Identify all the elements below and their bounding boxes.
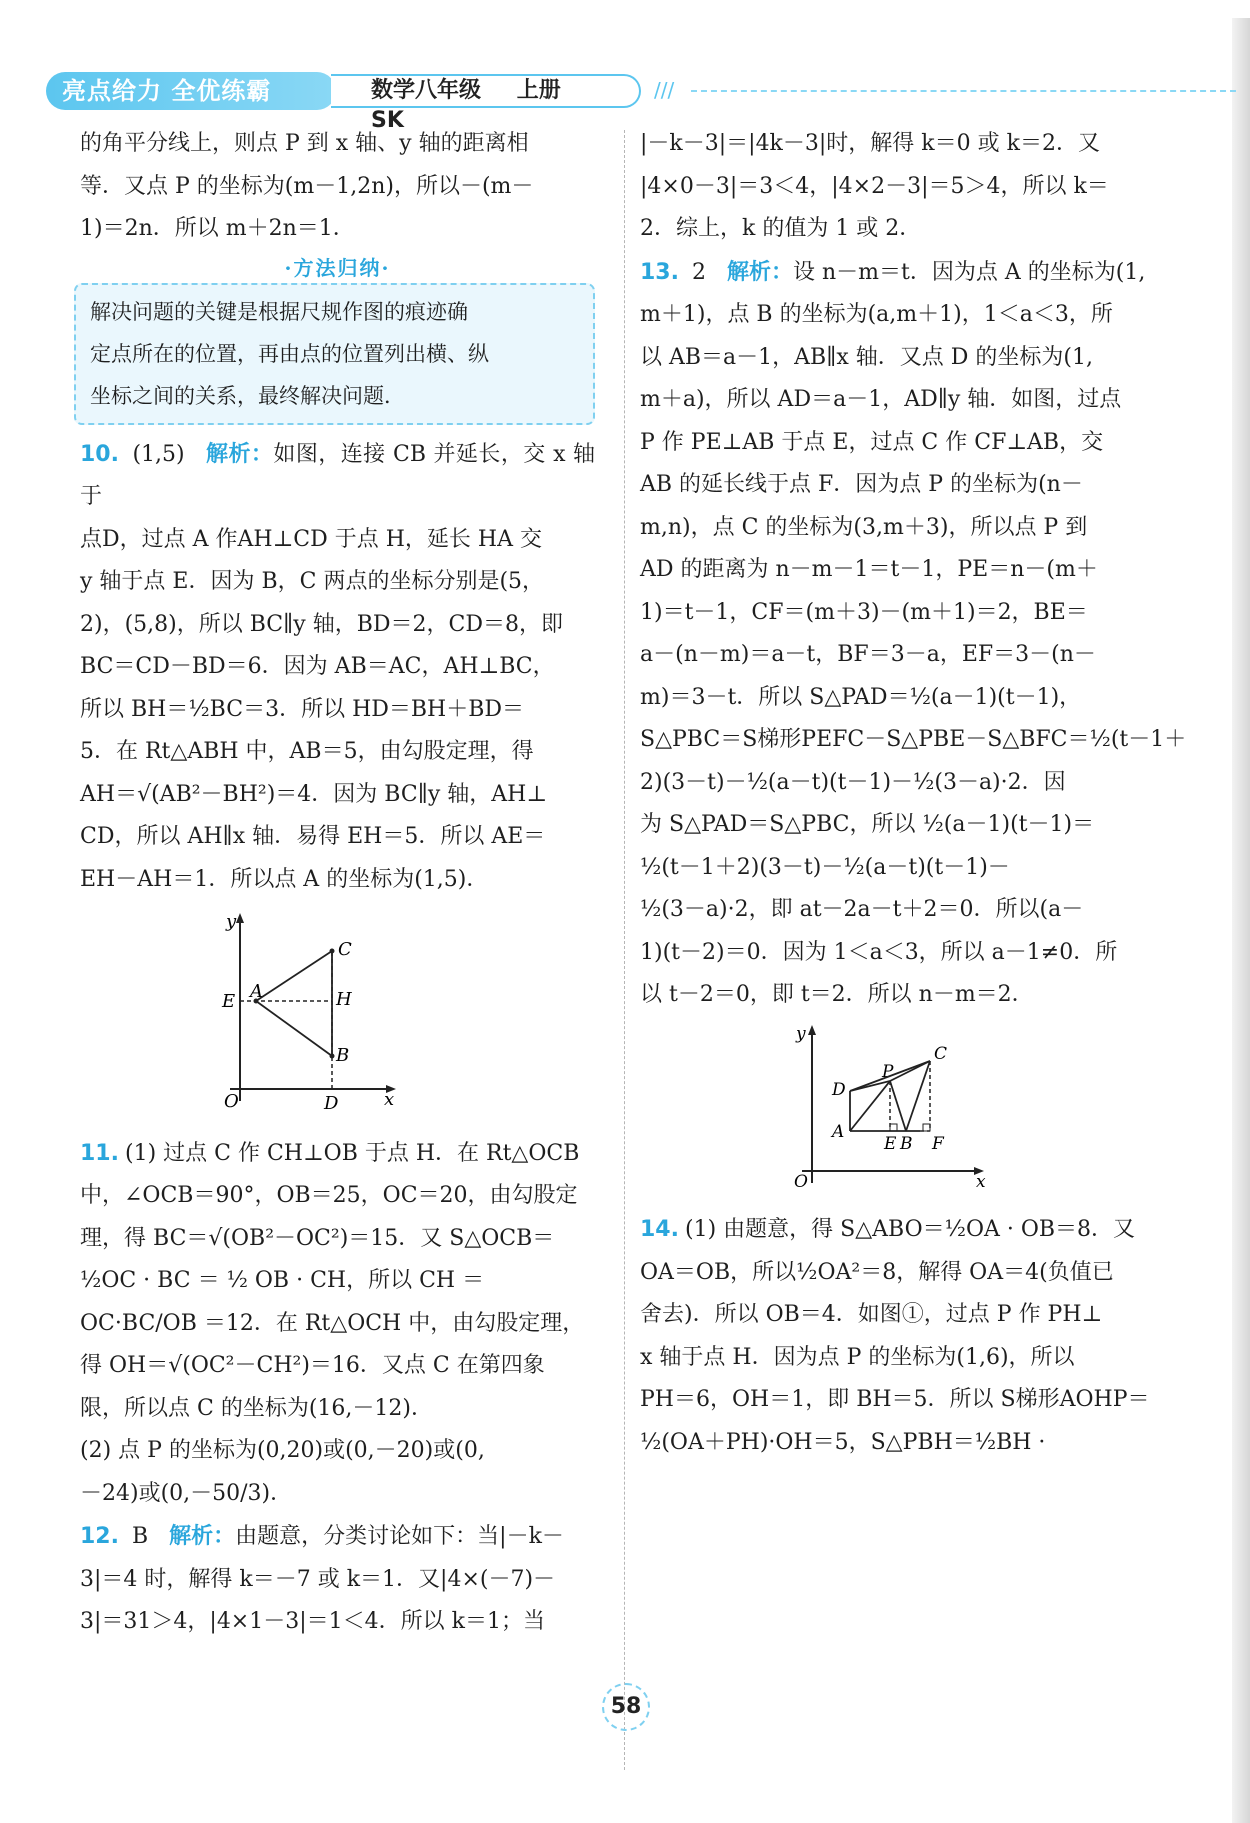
q13-line: m＋a)，所以 AD＝a－1，AD∥y 轴．如图，过点 bbox=[640, 387, 1122, 412]
method-title: ·方法归纳· bbox=[284, 255, 391, 280]
q9-line: 等．又点 P 的坐标为(m－1,2n)，所以－(m－ bbox=[80, 173, 534, 199]
q11-line: 理，得 BC＝√(OB²－OC²)＝15．又 S△OCB＝ bbox=[80, 1225, 555, 1251]
q10-line: AH＝√(AB²－BH²)＝4．因为 BC∥y 轴，AH⊥ bbox=[80, 781, 548, 807]
q10-line: 2)，(5,8)，所以 BC∥y 轴，BD＝2，CD＝8，即 bbox=[80, 611, 563, 637]
q14-line: x 轴于点 H．因为点 P 的坐标为(1,6)，所以 bbox=[640, 1344, 1075, 1370]
q14-number: 14. bbox=[640, 1217, 679, 1242]
fig13-label-e: E bbox=[884, 1133, 897, 1154]
q9-line: 1)＝2n．所以 m＋2n＝1． bbox=[80, 216, 355, 241]
q13-line: ½(3－a)·2，即 at－2a－t＋2＝0．所以(a－ bbox=[640, 897, 1084, 922]
q11-line: 限，所以点 C 的坐标为(16,－12)． bbox=[80, 1395, 433, 1421]
q11-line: 得 OH＝√(OC²－CH²)＝16．又点 C 在第四象 bbox=[80, 1353, 545, 1378]
fig13-label-c: C bbox=[934, 1043, 948, 1064]
fig13-label-b: B bbox=[900, 1133, 913, 1154]
q10-analysis-label: 解析： bbox=[206, 440, 274, 467]
method-box bbox=[74, 283, 595, 425]
q10-first-line bbox=[80, 433, 595, 519]
q13-analysis-label: 解析： bbox=[726, 258, 793, 285]
q14-line: (1) 由题意，得 S△ABO＝½OA · OB＝8．又 bbox=[684, 1217, 1136, 1242]
fig13-label-p: P bbox=[882, 1061, 894, 1082]
q13-line: m)＝3－t．所以 S△PAD＝½(a－1)(t－1)， bbox=[640, 684, 1082, 710]
q10-line: BC＝CD－BD＝6．因为 AB＝AC，AH⊥BC， bbox=[80, 654, 555, 679]
q13-line: 以 AB＝a－1，AB∥x 轴．又点 D 的坐标为(1, bbox=[640, 344, 1093, 370]
q13-line: 设 n－m＝t．因为点 A 的坐标为(1, bbox=[793, 259, 1146, 285]
q13-answer: 2 bbox=[691, 259, 706, 285]
q10-line: CD，所以 AH∥x 轴．易得 EH＝5．所以 AE＝ bbox=[80, 824, 546, 849]
method-line: 解决问题的关键是根据尺规作图的痕迹确 bbox=[90, 299, 468, 324]
q10-line: 所以 BH＝½BC＝3．所以 HD＝BH＋BD＝ bbox=[80, 696, 525, 722]
fig10-label-a: A bbox=[250, 981, 263, 1002]
q13-line: 1)(t－2)＝0．因为 1＜a＜3，所以 a－1≠0．所 bbox=[640, 939, 1118, 965]
q10-number: 10. bbox=[80, 441, 119, 467]
column-divider bbox=[624, 130, 625, 1770]
q9-line: 的角平分线上，则点 P 到 x 轴、y 轴的距离相 bbox=[80, 131, 529, 156]
fig13-label-a: A bbox=[832, 1121, 845, 1142]
q12-line: 3|＝31＞4，|4×1－3|＝1＜4．所以 k＝1；当 bbox=[80, 1609, 545, 1634]
q13-line: S△PBC＝S梯形PEFC－S△PBE－S△BFC＝½(t－1＋ bbox=[640, 727, 1187, 752]
q13-figure bbox=[790, 1023, 990, 1188]
left-column bbox=[80, 123, 595, 1644]
q11-number: 11. bbox=[80, 1140, 119, 1166]
q14-line: PH＝6，OH＝1，即 BH＝5．所以 S梯形AOHP＝ bbox=[640, 1387, 1150, 1412]
page-edge bbox=[1232, 18, 1250, 1823]
q13-line: 为 S△PAD＝S△PBC，所以 ½(a－1)(t－1)＝ bbox=[640, 812, 1095, 837]
method-line: 坐标之间的关系，最终解决问题． bbox=[90, 383, 405, 408]
q10-line: 5．在 Rt△ABH 中，AB＝5，由勾股定理，得 bbox=[80, 739, 534, 764]
fig10-label-c: C bbox=[338, 939, 352, 960]
q11-first-line bbox=[80, 1133, 595, 1176]
fig13-label-y: y bbox=[796, 1023, 806, 1044]
fig10-label-b: B bbox=[336, 1045, 350, 1066]
q11-part2-line: －24)或(0,－50/3)． bbox=[80, 1480, 293, 1506]
q14-line: ½(OA＋PH)·OH＝5，S△PBH＝½BH · bbox=[640, 1429, 1046, 1455]
q11-line: OC·BC/OB ＝12．在 Rt△OCH 中，由勾股定理， bbox=[80, 1310, 585, 1336]
q13-line: AB 的延长线于点 F．因为点 P 的坐标为(n－ bbox=[640, 472, 1083, 497]
q11-line: (1) 过点 C 作 CH⊥OB 于点 H．在 Rt△OCB bbox=[124, 1140, 580, 1166]
right-column bbox=[640, 123, 1195, 1464]
q13-line: AD 的距离为 n－m－1＝t－1，PE＝n－(m＋ bbox=[640, 557, 1098, 582]
q12-tail-line: |－k－3|＝|4k－3|时，解得 k＝0 或 k＝2．又 bbox=[640, 131, 1100, 156]
q13-line: 以 t－2＝0，即 t＝2．所以 n－m＝2． bbox=[640, 982, 1034, 1007]
header-slashes: /// bbox=[654, 78, 675, 102]
q12-analysis-label: 解析： bbox=[169, 1523, 236, 1549]
q11-line: 中，∠OCB＝90°，OB＝25，OC＝20，由勾股定 bbox=[80, 1183, 578, 1208]
fig13-label-x: x bbox=[976, 1171, 986, 1188]
q10-line: EH－AH＝1．所以点 A 的坐标为(1,5)． bbox=[80, 866, 489, 892]
q13-line: 1)＝t－1，CF＝(m＋3)－(m＋1)＝2，BE＝ bbox=[640, 599, 1088, 625]
fig10-label-x: x bbox=[384, 1089, 395, 1110]
q12-tail-line: |4×0－3|＝3＜4，|4×2－3|＝5＞4，所以 k＝ bbox=[640, 173, 1109, 199]
volume-label: 上册 bbox=[516, 78, 561, 103]
series-title: 亮点给力 全优练霸 bbox=[46, 72, 336, 110]
edition-label: SK bbox=[371, 108, 404, 133]
fig10-label-o: O bbox=[224, 1091, 239, 1111]
q13-line: P 作 PE⊥AB 于点 E，过点 C 作 CF⊥AB，交 bbox=[640, 429, 1104, 455]
q12-answer: B bbox=[131, 1524, 149, 1549]
fig13-label-o: O bbox=[794, 1171, 808, 1188]
book-info bbox=[331, 74, 641, 133]
q13-line: ½(t－1＋2)(3－t)－½(a－t)(t－1)－ bbox=[640, 854, 1010, 880]
q11-line: ½OC · BC ＝ ½ OB · CH，所以 CH ＝ bbox=[80, 1268, 485, 1293]
q13-line: 2)(3－t)－½(a－t)(t－1)－½(3－a)·2．因 bbox=[640, 769, 1066, 795]
q13-line: m＋1)，点 B 的坐标为(a,m＋1)，1＜a＜3，所 bbox=[640, 302, 1113, 327]
q10-answer: (1,5) bbox=[132, 441, 185, 467]
q13-number: 13. bbox=[640, 259, 679, 285]
q13-first-line bbox=[640, 251, 1195, 295]
fig10-label-e: E bbox=[222, 991, 236, 1012]
fig10-label-h: H bbox=[336, 989, 352, 1010]
q12-first-line bbox=[80, 1515, 595, 1559]
q12-tail-line: 2．综上，k 的值为 1 或 2． bbox=[640, 216, 922, 241]
q11-part2-line: (2) 点 P 的坐标为(0,20)或(0,－20)或(0, bbox=[80, 1438, 485, 1463]
q10-figure bbox=[220, 911, 400, 1111]
q10-line: 如图，连接 CB 并延长，交 x 轴于 bbox=[80, 441, 595, 509]
subject-label: 数学八年级 bbox=[371, 78, 482, 103]
q13-line: a－(n－m)＝a－t，BF＝3－a，EF＝3－(n－ bbox=[640, 642, 1096, 667]
q14-line: OA＝OB，所以½OA²＝8，解得 OA＝4(负值已 bbox=[640, 1259, 1114, 1285]
q12-number: 12. bbox=[80, 1524, 119, 1549]
fig10-label-d: D bbox=[324, 1093, 339, 1111]
q12-line: 3|＝4 时，解得 k＝－7 或 k＝1．又|4×(－7)－ bbox=[80, 1566, 556, 1592]
q13-line: m,n)，点 C 的坐标为(3,m＋3)，所以点 P 到 bbox=[640, 514, 1088, 540]
q10-line: y 轴于点 E．因为 B，C 两点的坐标分别是(5， bbox=[80, 569, 545, 594]
q10-line: 点D，过点 A 作AH⊥CD 于点 H，延长 HA 交 bbox=[80, 526, 542, 552]
q14-first-line bbox=[640, 1209, 1195, 1252]
fig13-label-d: D bbox=[832, 1079, 846, 1100]
fig10-label-y: y bbox=[226, 911, 237, 932]
fig13-label-f: F bbox=[932, 1133, 944, 1154]
header-rule bbox=[691, 90, 1236, 92]
page-number: 58 bbox=[602, 1683, 650, 1731]
method-line: 定点所在的位置，再由点的位置列出横、纵 bbox=[90, 341, 489, 366]
q14-line: 舍去)．所以 OB＝4．如图①，过点 P 作 PH⊥ bbox=[640, 1302, 1103, 1327]
q12-line: 由题意，分类讨论如下：当|－k－ bbox=[235, 1524, 564, 1549]
